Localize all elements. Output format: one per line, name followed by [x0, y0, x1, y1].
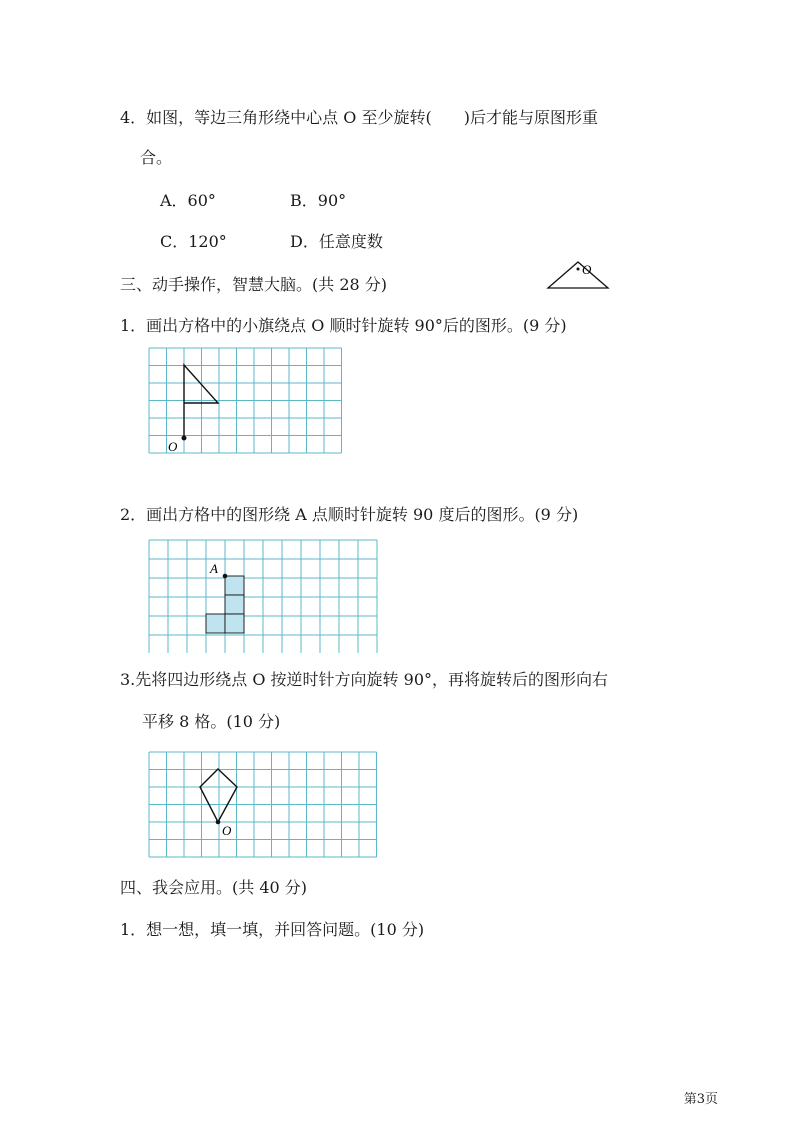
section4-item1: 1．想一想，填一填，并回答问题。(10 分)	[120, 920, 425, 939]
kite-point-label: O	[222, 823, 232, 838]
section3-item3-line2: 平移 8 格。(10 分)	[142, 712, 281, 731]
l-shape-cell	[225, 595, 244, 614]
flag-grid	[148, 347, 344, 463]
grid-lines	[149, 752, 377, 857]
l-shape-grid	[148, 539, 378, 653]
point-a	[223, 574, 228, 579]
equilateral-triangle-figure	[544, 260, 614, 292]
point-o	[216, 820, 221, 825]
grid-lines	[149, 540, 377, 653]
q4-option-a: A．60°	[160, 191, 216, 210]
q4-option-b: B．90°	[290, 191, 347, 210]
l-shape-point-label: A	[210, 561, 218, 576]
q4-option-c: C．120°	[160, 232, 227, 251]
q4-text-line2: 合。	[140, 148, 173, 167]
grid-lines	[149, 348, 342, 453]
l-shape-cell	[225, 576, 244, 595]
q4-text-line1: 4．如图，等边三角形绕中心点 O 至少旋转( )后才能与原图形重	[120, 108, 598, 127]
section3-item3-line1: 3.先将四边形绕点 O 按逆时针方向旋转 90°，再将旋转后的图形向右	[120, 670, 609, 689]
l-shape-cell	[225, 614, 244, 633]
kite-grid	[148, 751, 394, 859]
flag-point-label: O	[168, 439, 178, 454]
section3-item2: 2．画出方格中的图形绕 A 点顺时针旋转 90 度后的图形。(9 分)	[120, 505, 579, 524]
triangle-center-label: O	[582, 262, 592, 277]
section3-item1: 1．画出方格中的小旗绕点 O 顺时针旋转 90°后的图形。(9 分)	[120, 316, 567, 335]
section3-heading: 三、动手操作，智慧大脑。(共 28 分)	[120, 275, 388, 294]
l-shape-cell	[206, 614, 225, 633]
page-number: 第3页	[683, 1092, 718, 1107]
point-o	[182, 436, 187, 441]
q4-option-d: D．任意度数	[290, 232, 383, 251]
center-point	[577, 268, 580, 271]
section4-heading: 四、我会应用。(共 40 分)	[120, 878, 308, 897]
